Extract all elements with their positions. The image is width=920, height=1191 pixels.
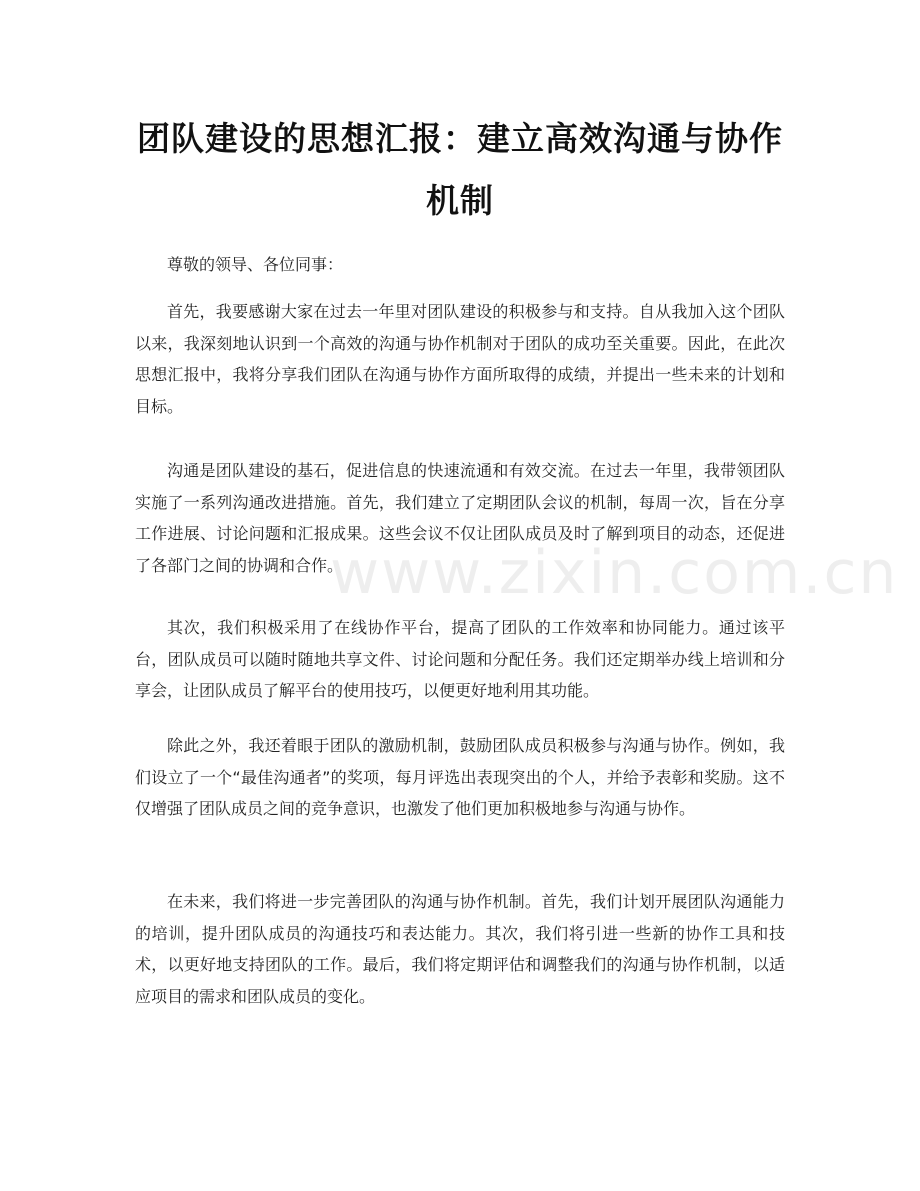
- paragraph-2: 沟通是团队建设的基石，促进信息的快速流通和有效交流。在过去一年里，我带领团队实施了一系列沟通改进措施。首先，我们建立了定期团队会议的机制，每周一次，旨在分享工作进展、讨论问题和汇报成果。这些会议不仅让团队成员及时了解到项目的动态，还促进了各部门之间的协调和合作。: [135, 461, 785, 575]
- watermark: www.zixin.com.cn: [330, 538, 899, 608]
- paragraph-1: 首先，我要感谢大家在过去一年里对团队建设的积极参与和支持。自从我加入这个团队以来，我深刻地认识到一个高效的沟通与协作机制对于团队的成功至关重要。因此，在此次思想汇报中，我将分享我们团队在沟通与协作方面所取得的成绩，并提出一些未来的计划和目标。: [135, 302, 785, 416]
- paragraph-3: 其次，我们积极采用了在线协作平台，提高了团队的工作效率和协同能力。通过该平台，团队成员可以随时随地共享文件、讨论问题和分配任务。我们还定期举办线上培训和分享会，让团队成员了解平台的使用技巧，以便更好地利用其功能。: [135, 618, 785, 700]
- paragraph-5: 在未来，我们将进一步完善团队的沟通与协作机制。首先，我们计划开展团队沟通能力的培训，提升团队成员的沟通技巧和表达能力。其次，我们将引进一些新的协作工具和技术，以更好地支持团队的工作。最后，我们将定期评估和调整我们的沟通与协作机制，以适应项目的需求和团队成员的变化。: [135, 892, 785, 1006]
- paragraph-4: 除此之外，我还着眼于团队的激励机制，鼓励团队成员积极参与沟通与协作。例如，我们设立了一个“最佳沟通者”的奖项，每月评选出表现突出的个人，并给予表彰和奖励。这不仅增强了团队成员之间的竞争意识，也激发了他们更加积极地参与沟通与协作。: [135, 736, 785, 818]
- greeting: 尊敬的领导、各位同事：: [167, 255, 344, 274]
- document-title: 团队建设的思想汇报：建立高效沟通与协作机制: [137, 119, 783, 220]
